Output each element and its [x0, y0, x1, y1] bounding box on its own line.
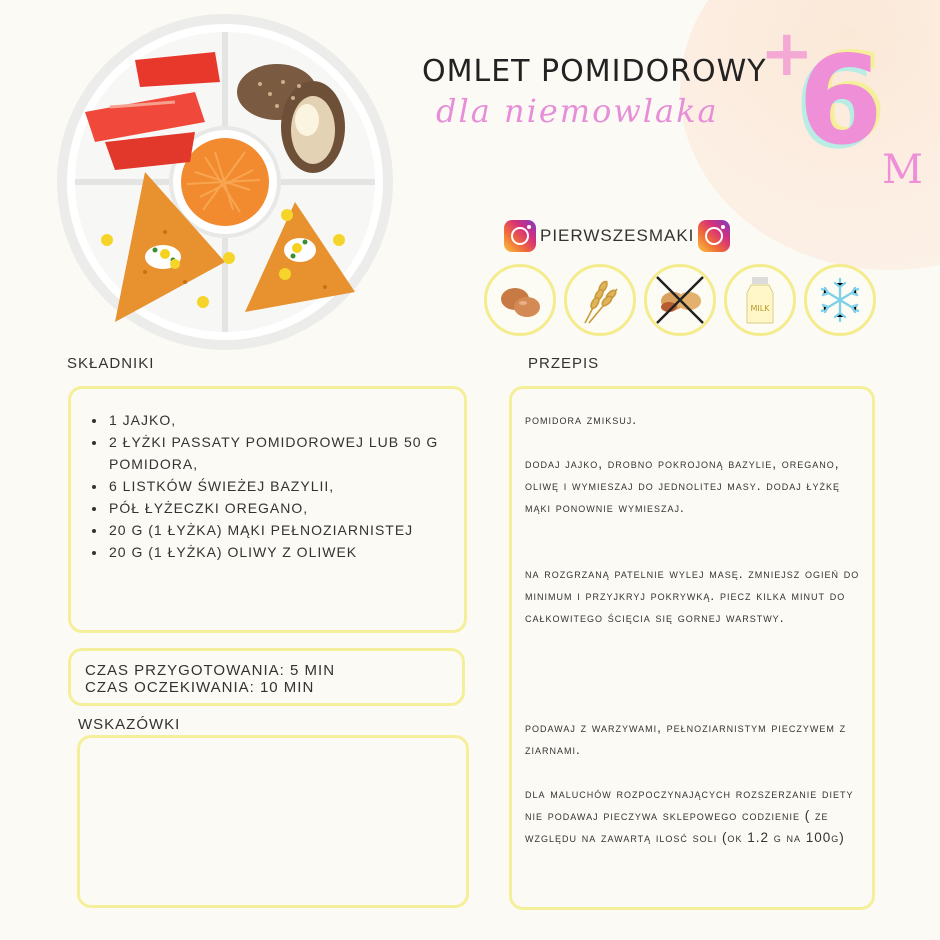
recipe-step: dodaj jajko, drobno pokrojoną bazylie, oregano, oliwę i wymieszaj do jednolitej masy. dodaj łyżkę mąki ponownie wymieszaj. [525, 456, 841, 515]
recipe-step: pomidora zmiksuj. [525, 412, 638, 427]
list-item: • 20 G (1 ŁYŻKA) OLIWY Z OLIWEK [107, 541, 464, 563]
svg-text:MILK: MILK [750, 304, 770, 313]
ingredients-list [71, 409, 464, 563]
instagram-icon[interactable] [698, 220, 730, 252]
age-plus-sign: + [760, 17, 814, 91]
recipe-subtitle: dla niemowlaka [436, 92, 719, 130]
age-unit: M [882, 147, 923, 193]
wait-time: CZAS OCZEKIWANIA: 10 MIN [85, 679, 315, 696]
ingredients-label: SKŁADNIKI [67, 355, 155, 372]
social-handle-row[interactable] [504, 216, 730, 256]
list-item: • 20 G (1 ŁYŻKA) MĄKI PEŁNOZIARNISTEJ [107, 519, 464, 541]
prep-time: CZAS PRZYGOTOWANIA: 5 MIN [85, 662, 336, 679]
list-item: • 2 ŁYŻKI PASSATY POMIDOROWEJ LUB 50 G POMIDORA, [107, 431, 464, 475]
peanut-icon [644, 264, 716, 336]
recipe-label: PRZEPIS [528, 355, 600, 372]
milk-icon [724, 264, 796, 336]
recipe-step: na rozgrzaną patelnie wylej masę. zmniejsz ogień do minimum i przyjkryj pokrywką. piecz kilka minut do całkowitego ścięcia się gornej warstwy. [525, 566, 860, 625]
times-box [68, 648, 465, 706]
tips-box [77, 735, 469, 908]
list-item: • PÓŁ ŁYŻECZKI OREGANO, [107, 497, 464, 519]
list-item: • 1 JAJKO, [107, 409, 464, 431]
food-plate-image [55, 12, 395, 352]
egg-icon [484, 264, 556, 336]
wheat-icon [564, 264, 636, 336]
recipe-title: OMLET POMIDOROWY [422, 54, 767, 89]
recipe-box [509, 386, 875, 910]
instagram-handle[interactable]: PIERWSZESMAKI [540, 226, 695, 245]
recipe-step: dla maluchów rozpoczynających rozszerzanie diety nie podawaj pieczywa sklepowego codzienie ( ze względu na zawartą ilosć soli (ok 1.2 g na 100g) [525, 786, 854, 845]
tips-label: WSKAZÓWKI [78, 716, 181, 733]
snowflake-icon [804, 264, 876, 336]
list-item: • 6 LISTKÓW ŚWIEŻEJ BAZYLII, [107, 475, 464, 497]
ingredients-box [68, 386, 467, 633]
recipe-step: podawaj z warzywami, pełnoziarnistym pieczywem z ziarnami. [525, 720, 847, 757]
age-number: 6 [798, 30, 883, 172]
instagram-icon[interactable] [504, 220, 536, 252]
